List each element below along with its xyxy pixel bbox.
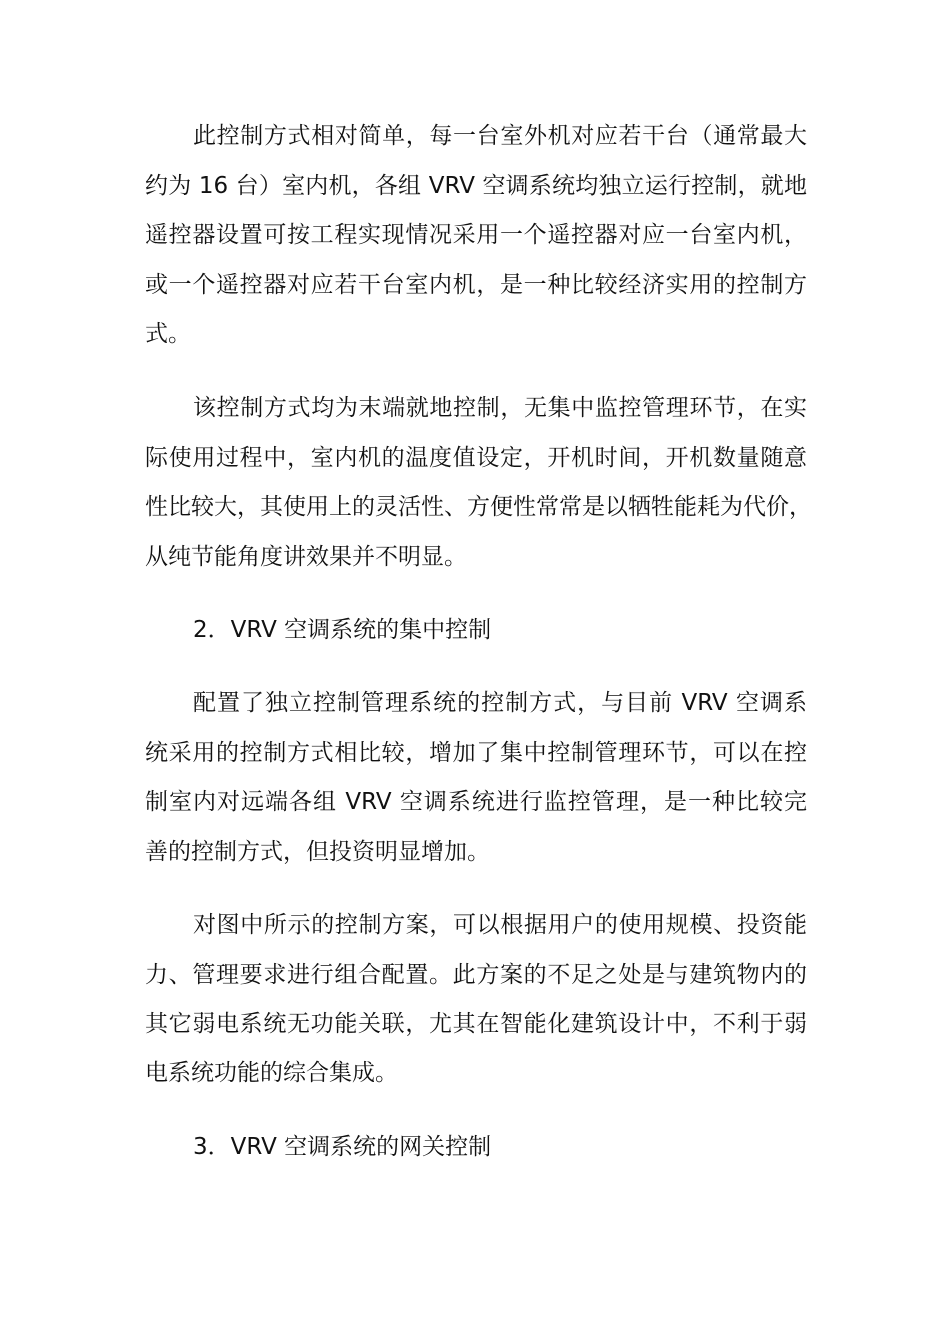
paragraph-1-line-4: 或一个遥控器对应若干台室内机，是一种比较经济实用的控制方 <box>145 272 807 298</box>
paragraph-1-line-3: 遥控器设置可按工程实现情况采用一个遥控器对应一台室内机， <box>145 222 807 248</box>
paragraph-3-line-4: 善的控制方式，但投资明显增加。 <box>145 839 490 865</box>
paragraph-4-line-1: 对图中所示的控制方案，可以根据用户的使用规模、投资能 <box>193 912 807 938</box>
paragraph-1-line-5: 式。 <box>145 321 191 347</box>
paragraph-4-line-2: 力、管理要求进行组合配置。此方案的不足之处是与建筑物内的 <box>145 962 807 988</box>
paragraph-2-line-3: 性比较大，其使用上的灵活性、方便性常常是以牺牲能耗为代价， <box>145 494 812 520</box>
paragraph-1-line-1: 此控制方式相对简单，每一台室外机对应若干台（通常最大 <box>193 123 807 149</box>
paragraph-3-line-3: 制室内对远端各组 VRV 空调系统进行监控管理，是一种比较完 <box>145 789 807 815</box>
paragraph-2-line-2: 际使用过程中，室内机的温度值设定，开机时间，开机数量随意 <box>145 445 807 471</box>
paragraph-3-line-1: 配置了独立控制管理系统的控制方式，与目前 VRV 空调系 <box>193 690 807 716</box>
section-heading-3: 3．VRV 空调系统的网关控制 <box>193 1134 492 1160</box>
section-heading-2: 2．VRV 空调系统的集中控制 <box>193 617 492 643</box>
paragraph-4-line-3: 其它弱电系统无功能关联，尤其在智能化建筑设计中，不利于弱 <box>145 1011 807 1037</box>
paragraph-2-line-1: 该控制方式均为末端就地控制，无集中监控管理环节，在实 <box>193 395 807 421</box>
paragraph-3-line-2: 统采用的控制方式相比较，增加了集中控制管理环节，可以在控 <box>145 740 807 766</box>
paragraph-4-line-4: 电系统功能的综合集成。 <box>145 1060 398 1086</box>
paragraph-2-line-4: 从纯节能角度讲效果并不明显。 <box>145 544 467 570</box>
paragraph-1-line-2: 约为 16 台）室内机，各组 VRV 空调系统均独立运行控制，就地 <box>145 173 807 199</box>
